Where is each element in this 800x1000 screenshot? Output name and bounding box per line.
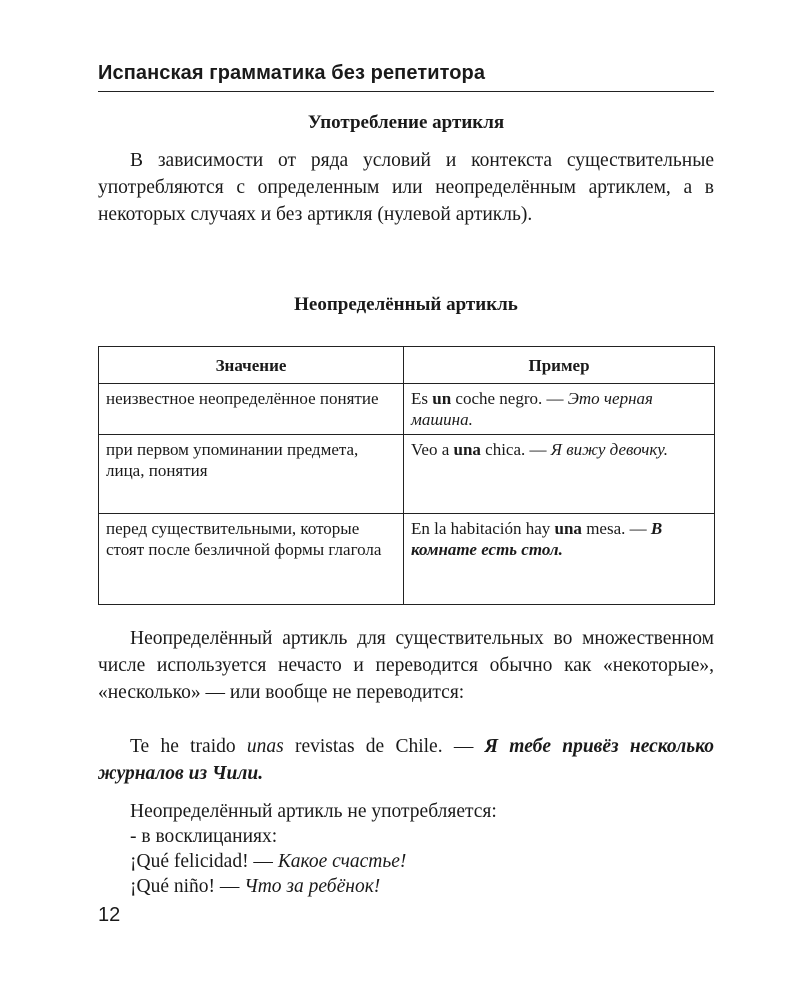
exclamation-spanish: ¡Qué niño! — xyxy=(130,876,245,897)
meaning-cell: при первом упоминании предмета, лица, понятия xyxy=(99,435,404,514)
exclamation-example xyxy=(130,873,380,900)
table-header-row xyxy=(99,347,715,384)
example-spanish: Veo a xyxy=(411,440,454,459)
table-row xyxy=(99,384,715,435)
example-article: una xyxy=(554,519,582,538)
example-spanish: mesa. — xyxy=(581,519,651,538)
example-translation: Я вижу девочку. xyxy=(550,440,669,459)
example-spanish: chica. — xyxy=(480,440,551,459)
running-head: Испанская грамматика без репетитора xyxy=(98,62,714,92)
section-title-usage: Употребление артикля xyxy=(307,112,505,133)
example-spanish: coche negro. — xyxy=(451,389,568,408)
example-article: una xyxy=(453,440,481,459)
example-article: un xyxy=(432,389,452,408)
example-translation: Это черная машина. xyxy=(411,389,653,429)
exclamation-translation: Какое счастье! xyxy=(277,851,407,872)
table-row xyxy=(99,435,715,514)
example-cell xyxy=(404,384,715,435)
table-row xyxy=(99,514,715,605)
example-spanish: En la habitación hay xyxy=(411,519,555,538)
section-title-indefinite: Неопределённый артикль xyxy=(294,294,518,315)
plural-example-translation: Я тебе привёз несколько журналов из Чили. xyxy=(98,736,714,784)
exclamation-spanish: ¡Qué felicidad! — xyxy=(130,851,278,872)
plural-paragraph: Неопределённый артикль для существительных во множественном числе используется нечасто и переводится обычно как «некоторые», «несколько» — или вообще не переводится: xyxy=(98,628,714,703)
column-header-example: Пример xyxy=(404,347,715,384)
meaning-cell: перед существительными, которые стоят после безличной формы глагола xyxy=(99,514,404,605)
plural-example xyxy=(98,733,714,787)
column-header-meaning: Значение xyxy=(99,347,404,384)
example-cell xyxy=(404,435,715,514)
plural-example-spanish: revistas de Chile. — xyxy=(283,736,485,757)
exclamation-example xyxy=(130,848,406,875)
indefinite-article-table xyxy=(98,346,715,605)
exclamation-translation: Что за ребёнок! xyxy=(244,876,381,897)
plural-example-article: unas xyxy=(246,736,284,757)
example-translation: В комнате есть стол. xyxy=(411,519,663,559)
plural-example-spanish: Te he traido xyxy=(130,736,247,757)
example-spanish: Es xyxy=(411,389,433,408)
example-cell xyxy=(404,514,715,605)
not-used-case: - в восклицаниях: xyxy=(130,826,278,847)
usage-paragraph: В зависимости от ряда условий и контекста существительные употребляются с определенным или неопределённым артиклем, а в некоторых случаях и без артикля (нулевой артикль). xyxy=(98,150,714,225)
not-used-intro: Неопределённый артикль не употребляется: xyxy=(130,801,497,822)
page-number: 12 xyxy=(98,904,121,926)
meaning-cell: неизвестное неопределённое понятие xyxy=(99,384,404,435)
